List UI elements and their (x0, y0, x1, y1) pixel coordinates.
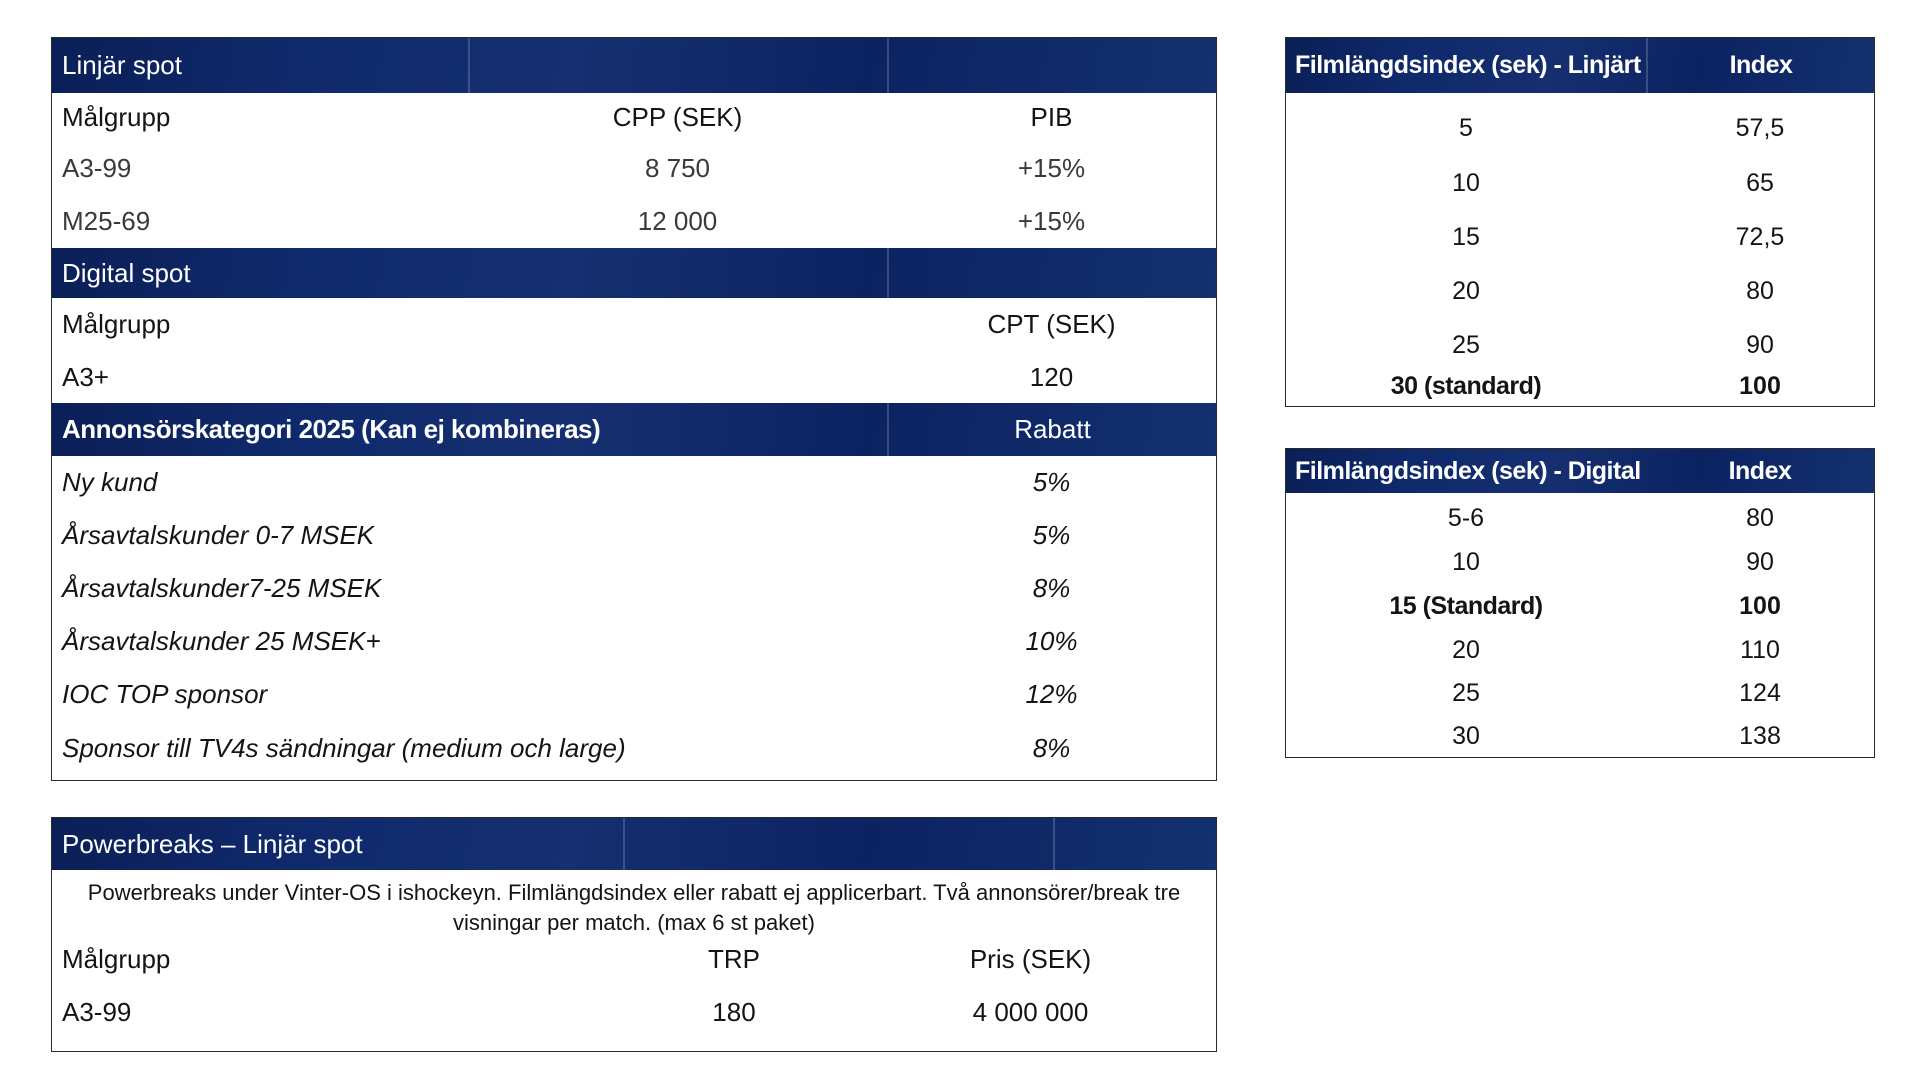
film-length-index-linear (1285, 37, 1875, 407)
table-cell: A3-99 (62, 996, 132, 1027)
table-cell: Årsavtalskunder 0-7 MSEK (62, 520, 375, 550)
category-header (52, 403, 1216, 456)
table-cell: 8 750 (644, 153, 711, 183)
column-header-malgrupp: Målgrupp (62, 309, 171, 339)
table-row (52, 351, 1216, 403)
table-row (52, 509, 1216, 562)
table-row (1286, 101, 1874, 156)
table-row (52, 562, 1216, 615)
table-row (52, 721, 1216, 776)
table-cell: +15% (1017, 206, 1086, 236)
table-cell: 30 (1452, 721, 1480, 750)
table-cell: 5% (1032, 520, 1071, 550)
header-spacer (887, 248, 1216, 298)
table-cell: 12 000 (637, 206, 718, 236)
table-cell: 57,5 (1735, 114, 1785, 142)
table-cell: 5% (1032, 467, 1071, 497)
table-row (52, 615, 1216, 668)
table-row (1286, 264, 1874, 318)
index-digital-header (1286, 449, 1874, 493)
category-title: Annonsörskategori 2025 (Kan ej kombineras) (62, 414, 601, 444)
digital-spot-header (52, 248, 1216, 298)
index-linear-title: Filmlängdsindex (sek) - Linjärt (1295, 51, 1641, 79)
table-cell: 15 (1452, 222, 1480, 251)
table-cell: 20 (1452, 635, 1480, 664)
table-cell: 15 (Standard) (1389, 591, 1543, 620)
table-row (1286, 628, 1874, 672)
table-cell: 138 (1739, 721, 1781, 750)
table-cell: A3+ (62, 361, 109, 392)
digital-spot-title: Digital spot (62, 257, 191, 288)
table-row-standard (1286, 584, 1874, 628)
table-column-header-row (52, 93, 1216, 142)
table-cell: 10 (1452, 547, 1480, 576)
table-cell: 25 (1452, 678, 1480, 707)
column-header-cpt: CPT (SEK) (987, 309, 1116, 339)
header-spacer (1053, 818, 1216, 870)
table-cell: 90 (1746, 330, 1774, 359)
header-spacer (887, 38, 1216, 93)
table-cell: 124 (1739, 678, 1781, 707)
table-row (52, 195, 1216, 248)
index-linear-header (1286, 38, 1874, 93)
table-cell: +15% (1017, 153, 1086, 183)
table-row (52, 142, 1216, 195)
column-header-malgrupp: Målgrupp (62, 102, 171, 132)
header-spacer (468, 38, 887, 93)
index-digital-title: Filmlängdsindex (sek) - Digital (1295, 456, 1641, 485)
table-cell: A3-99 (62, 153, 132, 183)
table-cell: 90 (1746, 547, 1774, 576)
powerbreaks-header (52, 818, 1216, 870)
table-column-header-row (52, 932, 1216, 986)
table-cell: 100 (1739, 372, 1781, 400)
table-cell: Årsavtalskunder 25 MSEK+ (62, 626, 381, 656)
table-cell: 10% (1025, 626, 1078, 656)
table-cell: Sponsor till TV4s sändningar (medium och large) (62, 733, 626, 763)
table-cell: 10 (1452, 168, 1480, 197)
index-column-header: Index (1728, 456, 1792, 485)
table-cell: 80 (1746, 503, 1774, 532)
table-cell: Ny kund (62, 467, 158, 497)
table-row (1286, 496, 1874, 540)
index-column-header: Index (1646, 38, 1874, 93)
table-cell: Årsavtalskunder7-25 MSEK (62, 573, 382, 603)
table-cell: 180 (712, 996, 756, 1027)
powerbreaks-title: Powerbreaks – Linjär spot (62, 828, 363, 859)
column-header-cpp: CPP (SEK) (612, 102, 743, 132)
table-cell: 72,5 (1735, 222, 1785, 251)
table-cell: 30 (standard) (1390, 372, 1542, 400)
table-cell: 5 (1459, 114, 1473, 142)
powerbreaks-table (51, 817, 1217, 1052)
table-row (1286, 672, 1874, 714)
column-header-pris: Pris (SEK) (969, 943, 1092, 974)
table-cell: 8% (1032, 573, 1071, 603)
table-row (1286, 318, 1874, 372)
table-cell: 80 (1746, 276, 1774, 305)
table-cell: 25 (1452, 330, 1480, 359)
column-header-malgrupp: Målgrupp (62, 943, 171, 974)
table-cell: 8% (1032, 733, 1071, 763)
table-row (52, 986, 1216, 1038)
column-header-trp: TRP (708, 943, 760, 974)
table-cell: 120 (1029, 361, 1074, 392)
table-cell: IOC TOP sponsor (62, 679, 268, 709)
linear-spot-title: Linjär spot (62, 50, 182, 80)
table-cell: M25-69 (62, 206, 151, 236)
header-spacer (623, 818, 1053, 870)
linear-spot-header (52, 38, 1216, 93)
table-cell: 4 000 000 (972, 996, 1089, 1027)
table-row (52, 668, 1216, 721)
film-length-index-digital (1285, 448, 1875, 758)
table-row (52, 456, 1216, 509)
table-cell: 100 (1739, 591, 1781, 620)
table-cell: 12% (1025, 679, 1078, 709)
column-header-pib: PIB (1030, 102, 1073, 132)
table-row (1286, 540, 1874, 584)
main-pricing-table (51, 37, 1217, 781)
table-row (1286, 156, 1874, 210)
table-cell: 20 (1452, 276, 1480, 305)
discount-header: Rabatt (887, 403, 1216, 456)
table-cell: 5-6 (1447, 503, 1485, 532)
table-row (1286, 714, 1874, 758)
table-column-header-row (52, 298, 1216, 351)
table-row (1286, 210, 1874, 264)
table-cell: 110 (1740, 635, 1780, 664)
table-cell: 65 (1746, 168, 1774, 197)
table-row-standard (1286, 372, 1874, 412)
powerbreaks-description: Powerbreaks under Vinter-OS i ishockeyn. Filmlängdsindex eller rabatt ej applicerbart. Två annonsörer/break tre visningar per match. (max 6 st paket) (87, 880, 1181, 935)
